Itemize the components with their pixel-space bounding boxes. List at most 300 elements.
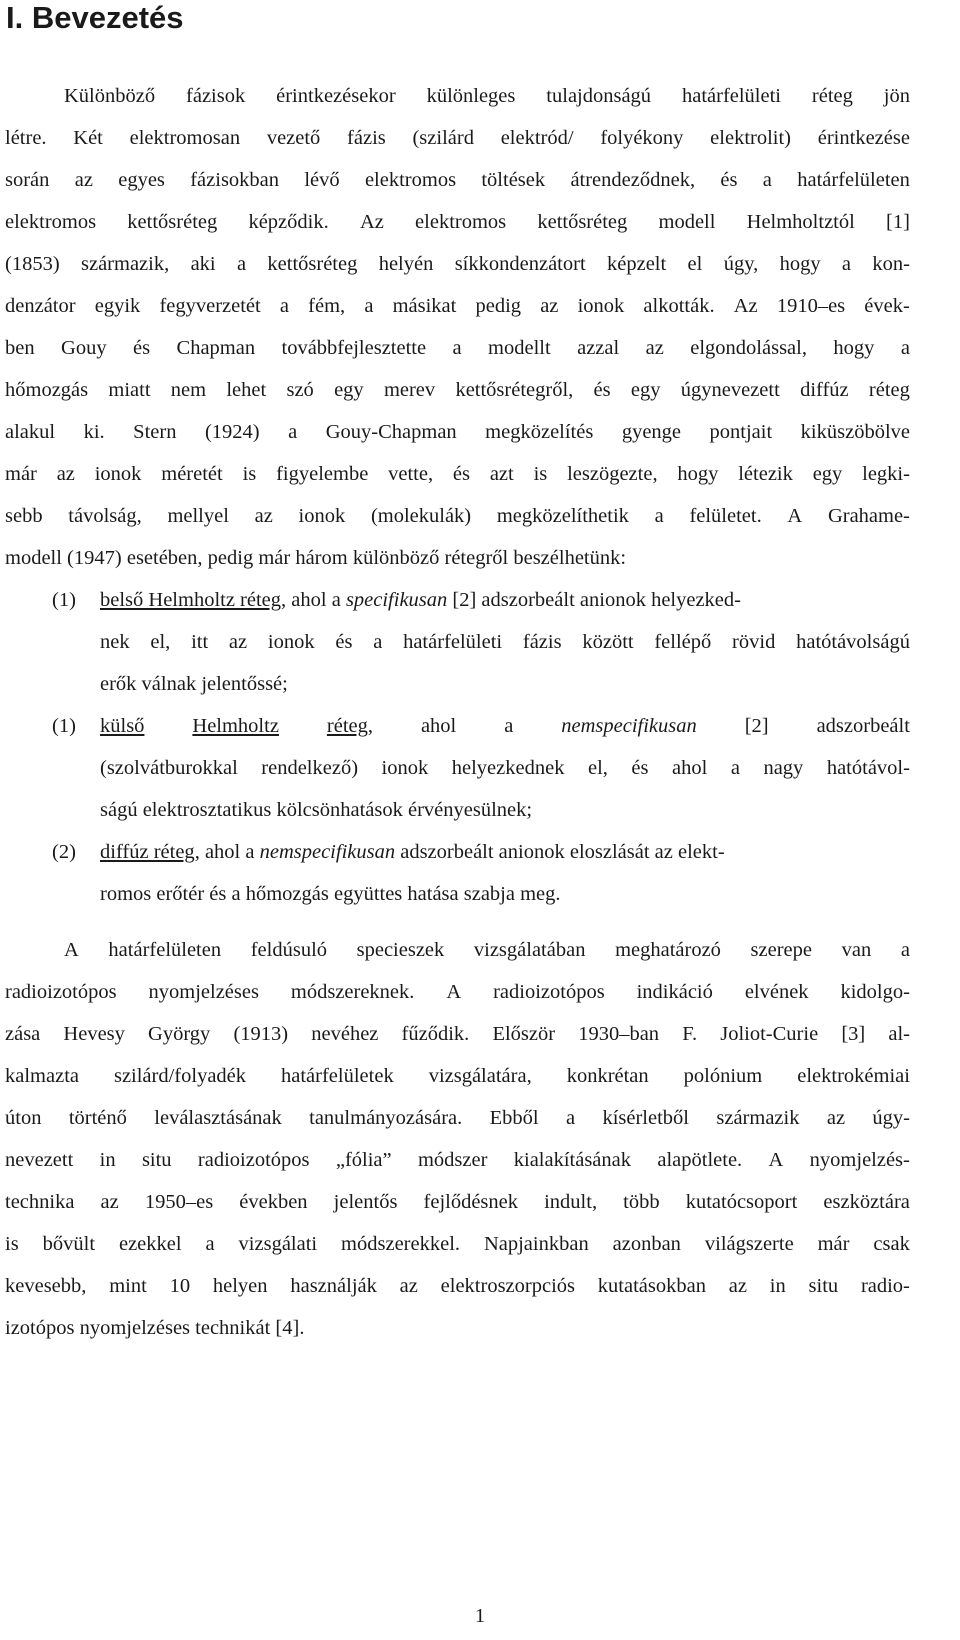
- paragraph-line: [0, 75, 960, 117]
- word: átrendeződnek,: [570, 169, 696, 191]
- word: kettősréteg: [267, 253, 358, 275]
- word: nevezett: [5, 1149, 74, 1171]
- word: ben: [5, 337, 35, 359]
- word: hőmozgás: [5, 379, 89, 401]
- word: helyezkednek: [451, 757, 565, 779]
- word: fellépő: [654, 631, 712, 653]
- word: situ: [141, 1149, 172, 1171]
- word: ki.: [83, 421, 105, 443]
- word: (molekulák): [370, 505, 472, 527]
- word: a: [730, 757, 740, 779]
- word: leválasztásának: [154, 1107, 282, 1129]
- word: alapötlete.: [657, 1149, 743, 1171]
- word: egy: [334, 379, 364, 401]
- word: indikáció: [636, 981, 713, 1003]
- word: úgynevezett: [680, 379, 780, 401]
- word: képződik.: [248, 211, 329, 233]
- word: kevesebb,: [5, 1275, 87, 1297]
- term-outer-helmholtz-word: Helmholtz: [192, 715, 279, 737]
- word: a: [452, 337, 462, 359]
- word: feldúsuló: [250, 939, 328, 961]
- page-number: 1: [474, 1605, 486, 1627]
- word: kalmazta: [5, 1065, 79, 1087]
- word: zása: [5, 1023, 41, 1045]
- word: [1]: [886, 211, 910, 233]
- list-item-continuation: [0, 873, 960, 915]
- word: nevéhez: [311, 1023, 379, 1045]
- justified-line-text: [5, 1223, 910, 1265]
- word: meghatározó: [615, 939, 721, 961]
- word: miatt: [108, 379, 151, 401]
- list-item-text: romos erőtér és a hőmozgás együttes hatása szabja meg.: [100, 883, 561, 905]
- word: történő: [68, 1107, 127, 1129]
- word: adszorbeált: [816, 715, 910, 737]
- word: egy: [630, 379, 661, 401]
- word: mint: [109, 1275, 147, 1297]
- word: helyen: [212, 1275, 268, 1297]
- justified-line-text: [5, 1013, 910, 1055]
- paragraph-line-text: modell (1947) esetében, pedig már három különböző rétegről beszélhetünk:: [5, 547, 627, 569]
- word: kiküszöbölve: [800, 421, 910, 443]
- list-item-continuation: [0, 621, 960, 663]
- word: legki-: [862, 463, 910, 485]
- word: megközelíthetik: [496, 505, 629, 527]
- word: az: [540, 295, 559, 317]
- word: ionok: [267, 631, 315, 653]
- word: kettősrétegről,: [455, 379, 574, 401]
- justified-line-text: [5, 327, 910, 369]
- word: ahol: [672, 757, 708, 779]
- word: a: [236, 253, 247, 275]
- word: polónium: [683, 1065, 763, 1087]
- word: az: [728, 1275, 747, 1297]
- list-item-first-line: [100, 831, 910, 873]
- word: is: [533, 463, 548, 485]
- word: továbbfejlesztette: [281, 337, 427, 359]
- word: A: [64, 939, 79, 961]
- word: a: [900, 337, 910, 359]
- word: a: [565, 1107, 576, 1129]
- word: helyén: [378, 253, 434, 275]
- word: úgy,: [723, 253, 759, 275]
- word: az: [399, 1275, 418, 1297]
- word: réteg: [811, 85, 853, 107]
- paragraph-line: [0, 929, 960, 971]
- word: Két: [73, 127, 103, 149]
- paragraph-line: [0, 243, 960, 285]
- word: a: [762, 169, 772, 191]
- word: egyes: [118, 169, 165, 191]
- word: és: [335, 631, 353, 653]
- word: gyenge: [621, 421, 682, 443]
- word: nyomjelzéses: [148, 981, 259, 1003]
- word: során: [5, 169, 50, 191]
- word: hogy: [833, 337, 875, 359]
- word: alakul: [5, 421, 56, 443]
- word: Az: [359, 211, 384, 233]
- word: (1924): [204, 421, 260, 443]
- word: és: [593, 379, 611, 401]
- emphasis: nemspecifikusan: [259, 841, 396, 863]
- word: között: [582, 631, 634, 653]
- word: a: [373, 631, 383, 653]
- document-body: [0, 75, 960, 1349]
- word: konkrétan: [566, 1065, 649, 1087]
- word: használják: [290, 1275, 377, 1297]
- word: ionok: [577, 295, 625, 317]
- list-marker: (1): [52, 589, 76, 611]
- word: vizsgálatában: [473, 939, 586, 961]
- word: kettősréteg: [537, 211, 628, 233]
- word: az: [826, 1107, 846, 1129]
- word: határfelületi: [403, 631, 503, 653]
- word: itt: [191, 631, 209, 653]
- justified-line-text: [64, 929, 910, 971]
- word: vizsgálati: [238, 1233, 318, 1255]
- word: fázisok: [186, 85, 246, 107]
- justified-line-text: [5, 1265, 910, 1307]
- word: ionok: [298, 505, 346, 527]
- word: el,: [587, 757, 608, 779]
- word: ezekkel: [118, 1233, 182, 1255]
- word: elektromos: [5, 211, 97, 233]
- paragraph-line: [0, 1139, 960, 1181]
- justified-line-text: [5, 495, 910, 537]
- word: (1913): [233, 1023, 289, 1045]
- word: fém,: [308, 295, 346, 317]
- word: folyékony: [600, 127, 684, 149]
- emphasis: nemspecifikusan: [561, 715, 697, 737]
- word: nem: [170, 379, 207, 401]
- list-marker: (2): [52, 841, 76, 863]
- word: merev: [383, 379, 436, 401]
- word: a: [504, 715, 514, 737]
- word: érintkezésekor: [276, 85, 396, 107]
- word: elektród/: [500, 127, 574, 149]
- word: a: [900, 939, 910, 961]
- list-item-continuation: [0, 663, 960, 705]
- word: modell: [658, 211, 716, 233]
- justified-line-text: [5, 1139, 910, 1181]
- word: Napjainkban: [483, 1233, 589, 1255]
- word: el,: [150, 631, 171, 653]
- word: (1853): [5, 253, 60, 275]
- word: nyomjelzés-: [809, 1149, 910, 1171]
- paragraph-line: [0, 1265, 960, 1307]
- justified-line-text: [5, 1055, 910, 1097]
- word: tulajdonságú: [546, 85, 652, 107]
- word: vizsgálatára,: [428, 1065, 532, 1087]
- word: határfelületi: [681, 85, 781, 107]
- word: szilárd/folyadék: [113, 1065, 247, 1087]
- word: hatótávolságú: [796, 631, 910, 653]
- word: távolság,: [68, 505, 142, 527]
- word: lévő: [304, 169, 340, 191]
- word: ahol: [420, 715, 457, 737]
- justified-line-text: [5, 411, 910, 453]
- word: vezető: [266, 127, 321, 149]
- paragraph-line: [0, 1181, 960, 1223]
- word: is: [242, 463, 257, 485]
- term-inner-helmholtz: belső Helmholtz réteg: [100, 589, 282, 611]
- word: szó: [286, 379, 314, 401]
- word: az: [645, 337, 664, 359]
- word: van: [841, 939, 872, 961]
- word: létezik: [738, 463, 793, 485]
- word: már: [817, 1233, 850, 1255]
- word: fejlődésnek: [423, 1191, 519, 1213]
- word: azzal: [577, 337, 620, 359]
- word: elektromosan: [129, 127, 241, 149]
- word: (szolvátburokkal: [100, 757, 238, 779]
- word: A: [787, 505, 803, 527]
- paragraph-line: [0, 285, 960, 327]
- word: az: [74, 169, 93, 191]
- list-item-first-line: [100, 579, 910, 621]
- term-outer-helmholtz-word: réteg,: [326, 715, 373, 737]
- justified-line-text: [5, 1097, 910, 1139]
- word: hatótávol-: [826, 757, 910, 779]
- word: rendelkező): [261, 757, 359, 779]
- word: figyelembe: [276, 463, 369, 485]
- word: érintkezése: [817, 127, 910, 149]
- word: és: [631, 757, 649, 779]
- justified-line-text: [5, 453, 910, 495]
- word: ionok: [381, 757, 429, 779]
- word: György: [148, 1023, 211, 1045]
- list-item-text: erők válnak jelentőssé;: [100, 673, 288, 695]
- word: radio-: [860, 1275, 910, 1297]
- list-item: [0, 831, 960, 873]
- word: határfelületen: [108, 939, 222, 961]
- paragraph-line: [0, 1013, 960, 1055]
- word: kísérletből: [602, 1107, 689, 1129]
- word: vette,: [388, 463, 434, 485]
- word: úton: [5, 1107, 42, 1129]
- paragraph-line: [0, 537, 960, 579]
- word: egyik: [94, 295, 141, 317]
- word: azonban: [612, 1233, 681, 1255]
- term-outer-helmholtz-word: réteg: [326, 715, 368, 737]
- word: a: [364, 295, 374, 317]
- word: Különböző: [64, 85, 156, 107]
- word: in: [99, 1149, 116, 1171]
- word: „fólia”: [335, 1149, 392, 1171]
- word: el: [687, 253, 703, 275]
- word: Chapman: [176, 337, 256, 359]
- word: nek: [100, 631, 130, 653]
- word: az: [254, 505, 273, 527]
- word: tanulmányozására.: [309, 1107, 463, 1129]
- word: több: [623, 1191, 660, 1213]
- word: technika: [5, 1191, 75, 1213]
- word: réteg: [868, 379, 910, 401]
- emphasis: specifikusan: [345, 589, 448, 611]
- word: pedig: [475, 295, 522, 317]
- word: egy: [812, 463, 843, 485]
- word: felületet.: [689, 505, 762, 527]
- word: denzátor: [5, 295, 76, 317]
- list-item: [0, 579, 960, 621]
- justified-line-text: [5, 201, 910, 243]
- word: F.: [682, 1023, 698, 1045]
- list-marker: (1): [52, 715, 76, 737]
- word: Először: [492, 1023, 556, 1045]
- text-run: [2] adszorbeált anionok helyezked-: [447, 589, 741, 611]
- word: kettősréteg: [127, 211, 218, 233]
- word: lehet: [226, 379, 267, 401]
- word: 1930–ban: [578, 1023, 660, 1045]
- term-diffuse-layer: diffúz réteg: [100, 841, 195, 863]
- word: radioizotópos: [5, 981, 117, 1003]
- word: 1950–es: [144, 1191, 214, 1213]
- word: és: [133, 337, 151, 359]
- word: és: [452, 463, 470, 485]
- word: eszköztára: [823, 1191, 910, 1213]
- word: situ: [808, 1275, 839, 1297]
- word: szerepe: [750, 939, 812, 961]
- term-outer-helmholtz-word: külső: [100, 715, 145, 737]
- text-run: , ahol a: [194, 841, 260, 863]
- word: 10: [169, 1275, 191, 1297]
- paragraph-line: [0, 1223, 960, 1265]
- word: a: [654, 505, 664, 527]
- word: leszögezte,: [567, 463, 658, 485]
- word: származik: [716, 1107, 800, 1129]
- paragraph-line: [0, 1055, 960, 1097]
- word: különleges: [426, 85, 516, 107]
- word: elvének: [744, 981, 809, 1003]
- word: (szilárd: [412, 127, 474, 149]
- word: sebb: [5, 505, 43, 527]
- word: elektromos: [415, 211, 507, 233]
- word: bővült: [42, 1233, 96, 1255]
- word: már: [5, 463, 37, 485]
- word: jelentős: [333, 1191, 398, 1213]
- justified-line-text: [64, 75, 910, 117]
- justified-line-text: [100, 747, 910, 789]
- word: Gouy-Chapman: [325, 421, 457, 443]
- list-item-first-line: [100, 705, 910, 747]
- word: kutatócsoport: [685, 1191, 798, 1213]
- word: az: [228, 631, 248, 653]
- word: határfelületen: [797, 169, 910, 191]
- word: specieszek: [356, 939, 445, 961]
- word: pontjait: [709, 421, 773, 443]
- word: fegyverzetét: [159, 295, 261, 317]
- word: fázis: [347, 127, 386, 149]
- text-run: adszorbeált anionok eloszlását az elekt-: [395, 841, 725, 863]
- word: ionok: [94, 463, 142, 485]
- word: elektrolit): [710, 127, 792, 149]
- word: aki: [190, 253, 216, 275]
- list-item-continuation: [0, 747, 960, 789]
- word: Helmholtztól: [746, 211, 855, 233]
- word: kutatásokban: [597, 1275, 706, 1297]
- justified-line-text: [5, 117, 910, 159]
- word: fázisokban: [190, 169, 280, 191]
- paragraph-line: [0, 117, 960, 159]
- word: módszerekkel.: [341, 1233, 461, 1255]
- paragraph-line: [0, 1307, 960, 1349]
- word: másikat: [392, 295, 457, 317]
- word: módszereknek.: [290, 981, 415, 1003]
- justified-line-text: [5, 243, 910, 285]
- word: [3]: [841, 1023, 866, 1045]
- word: elektrokémiai: [797, 1065, 910, 1087]
- word: al-: [888, 1023, 910, 1045]
- paragraph-line: [0, 369, 960, 411]
- paragraph-line: [0, 411, 960, 453]
- paragraph-line: [0, 159, 960, 201]
- word: elektroszorpciós: [440, 1275, 575, 1297]
- word: képzelt: [607, 253, 667, 275]
- word: indult,: [544, 1191, 598, 1213]
- word: azt: [489, 463, 514, 485]
- word: módszer: [417, 1149, 488, 1171]
- word: az: [100, 1191, 119, 1213]
- word: a: [288, 421, 298, 443]
- word: Grahame-: [827, 505, 910, 527]
- word: is: [5, 1233, 19, 1255]
- word: hogy: [779, 253, 821, 275]
- word: a: [841, 253, 852, 275]
- word: világszerte: [704, 1233, 794, 1255]
- word: rövid: [732, 631, 776, 653]
- word: jön: [883, 85, 910, 107]
- word: évek-: [864, 295, 910, 317]
- word: alkották.: [643, 295, 715, 317]
- word: 1910–es: [776, 295, 846, 317]
- page-title: I. Bevezetés: [6, 0, 184, 35]
- word: a: [279, 295, 289, 317]
- word: [2]: [744, 715, 769, 737]
- justified-line-text: [5, 285, 910, 327]
- word: fűződik.: [401, 1023, 470, 1045]
- word: diffúz: [800, 379, 849, 401]
- paragraph-line: [0, 971, 960, 1013]
- word: a: [205, 1233, 215, 1255]
- word: Hevesy: [63, 1023, 125, 1045]
- text-run: , ahol a: [281, 589, 346, 611]
- word: hogy: [677, 463, 719, 485]
- word: években: [239, 1191, 308, 1213]
- paragraph-line: [0, 201, 960, 243]
- word: származik,: [81, 253, 170, 275]
- word: elektromos: [364, 169, 457, 191]
- word: Gouy: [61, 337, 107, 359]
- word: megközelítés: [485, 421, 594, 443]
- word: úgy-: [872, 1107, 910, 1129]
- word: méretét: [161, 463, 223, 485]
- word: töltések: [481, 169, 546, 191]
- word: modellt: [488, 337, 551, 359]
- paragraph-line-text: izotópos nyomjelzéses technikát [4].: [5, 1317, 305, 1339]
- word: kon-: [872, 253, 910, 275]
- word: kidolgo-: [840, 981, 910, 1003]
- paragraph-line: [0, 495, 960, 537]
- justified-line-text: [5, 1181, 910, 1223]
- justified-line-text: [5, 369, 910, 411]
- word: csak: [873, 1233, 910, 1255]
- word: radioizotópos: [493, 981, 605, 1003]
- list-item-continuation: [0, 789, 960, 831]
- word: elgondolással,: [690, 337, 807, 359]
- word: létre.: [5, 127, 47, 149]
- word: A: [768, 1149, 784, 1171]
- word: Stern: [133, 421, 177, 443]
- justified-line-text: [100, 621, 910, 663]
